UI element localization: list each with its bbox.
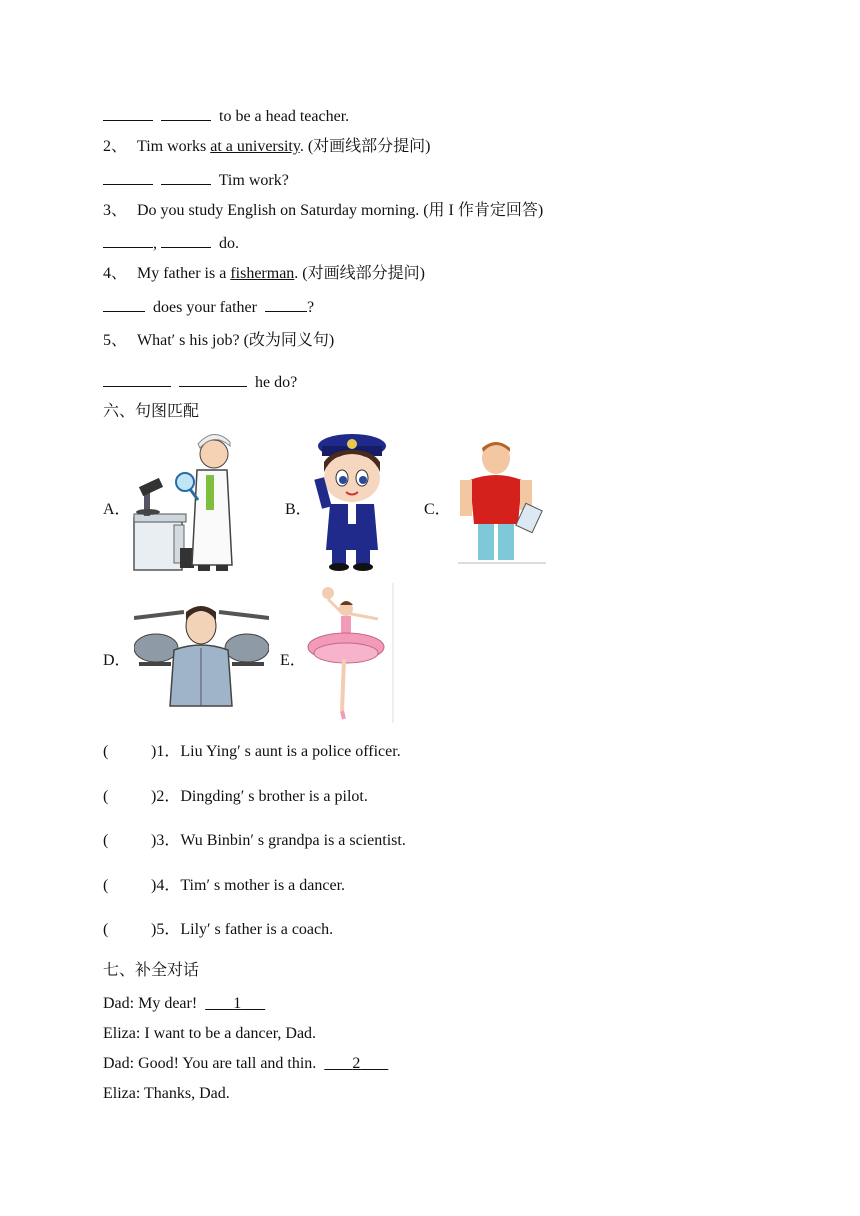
item-number: )2． — [151, 788, 181, 805]
picture-label-e: E． — [280, 652, 306, 669]
match-item-2 — [103, 787, 368, 807]
item-text: Liu Ying′ s aunt is a police officer. — [180, 743, 401, 760]
dialogue-line-3 — [103, 1054, 398, 1074]
q3-answer-line — [103, 233, 239, 254]
item-number: )1． — [151, 743, 181, 760]
question-4 — [103, 264, 425, 284]
question-text: What′ s his job? (改为同义句) — [137, 332, 335, 349]
q1-answer-line — [103, 106, 349, 127]
answer-blank[interactable] — [161, 170, 211, 185]
item-text: Wu Binbin′ s grandpa is a scientist. — [180, 832, 406, 849]
underlined-text: fisherman — [230, 265, 295, 282]
question-5 — [103, 331, 334, 351]
dialogue-line-1 — [103, 994, 277, 1014]
picture-label-a: A． — [103, 501, 131, 518]
dancer-picture — [306, 583, 394, 723]
item-number: )4． — [151, 877, 181, 894]
picture-label-b: B． — [285, 501, 312, 518]
question-text: Tim works — [137, 138, 211, 155]
answer-blank[interactable] — [265, 297, 307, 312]
section-heading: 六、句图匹配 — [103, 403, 200, 420]
q2-answer-line — [103, 170, 289, 191]
answer-text: does your father — [153, 299, 257, 316]
coach-picture — [456, 440, 548, 565]
match-item-4 — [103, 876, 345, 896]
answer-paren[interactable]: ( — [103, 877, 109, 894]
dialogue-blank[interactable] — [324, 1054, 398, 1074]
answer-text: do. — [219, 235, 239, 252]
answer-blank[interactable] — [103, 233, 153, 248]
answer-blank[interactable] — [103, 106, 153, 121]
answer-text: to be a head teacher. — [219, 108, 350, 125]
match-item-3 — [103, 831, 406, 851]
answer-comma: , — [153, 235, 157, 252]
answer-blank[interactable] — [161, 106, 211, 121]
question-instruction: . (对画线部分提问) — [294, 265, 425, 282]
dialogue-text: Dad: Good! You are tall and thin. — [103, 1055, 317, 1072]
item-text: Lily′ s father is a coach. — [180, 921, 334, 938]
match-item-5 — [103, 920, 333, 940]
question-number: 2、 — [103, 138, 128, 155]
answer-text: Tim work? — [218, 172, 289, 189]
answer-blank[interactable] — [103, 170, 153, 185]
item-number: )3． — [151, 832, 181, 849]
police-officer-picture — [312, 432, 390, 572]
answer-blank[interactable] — [161, 233, 211, 248]
question-text: My father is a — [137, 265, 231, 282]
picture-label-c: C． — [424, 501, 451, 518]
dialogue-text: Dad: My dear! — [103, 995, 198, 1012]
item-text: Dingding′ s brother is a pilot. — [180, 788, 368, 805]
answer-blank[interactable] — [103, 297, 145, 312]
question-number: 4、 — [103, 265, 128, 282]
underlined-text: at a university — [210, 138, 300, 155]
scientist-picture — [132, 430, 237, 572]
item-number: )5． — [151, 921, 181, 938]
q5-answer-line — [103, 372, 297, 393]
dialogue-blank[interactable] — [205, 994, 277, 1014]
question-number: 3、 — [103, 202, 128, 219]
blank-number: 1 — [233, 995, 242, 1012]
blank-number: 2 — [352, 1055, 361, 1072]
dialogue-line-4: Eliza: Thanks, Dad. — [103, 1085, 230, 1102]
dialogue-line-2: Eliza: I want to be a dancer, Dad. — [103, 1025, 317, 1042]
answer-blank[interactable] — [179, 372, 247, 387]
q4-answer-line — [103, 297, 314, 318]
question-instruction: . (对画线部分提问) — [299, 138, 431, 155]
answer-paren[interactable]: ( — [103, 743, 109, 760]
picture-label-d: D． — [103, 652, 131, 669]
section-heading: 七、补全对话 — [103, 962, 200, 979]
answer-text: he do? — [255, 374, 298, 391]
pilot-picture — [134, 600, 269, 708]
question-text: Do you study English on Saturday morning. (用 I 作肯定回答) — [137, 202, 544, 219]
answer-paren[interactable]: ( — [103, 788, 109, 805]
answer-paren[interactable]: ( — [103, 832, 109, 849]
question-3 — [103, 201, 543, 221]
match-item-1 — [103, 742, 401, 762]
question-2 — [103, 137, 431, 157]
answer-text: ? — [306, 299, 315, 316]
question-number: 5、 — [103, 332, 128, 349]
answer-paren[interactable]: ( — [103, 921, 109, 938]
answer-blank[interactable] — [103, 372, 171, 387]
item-text: Tim′ s mother is a dancer. — [180, 877, 346, 894]
